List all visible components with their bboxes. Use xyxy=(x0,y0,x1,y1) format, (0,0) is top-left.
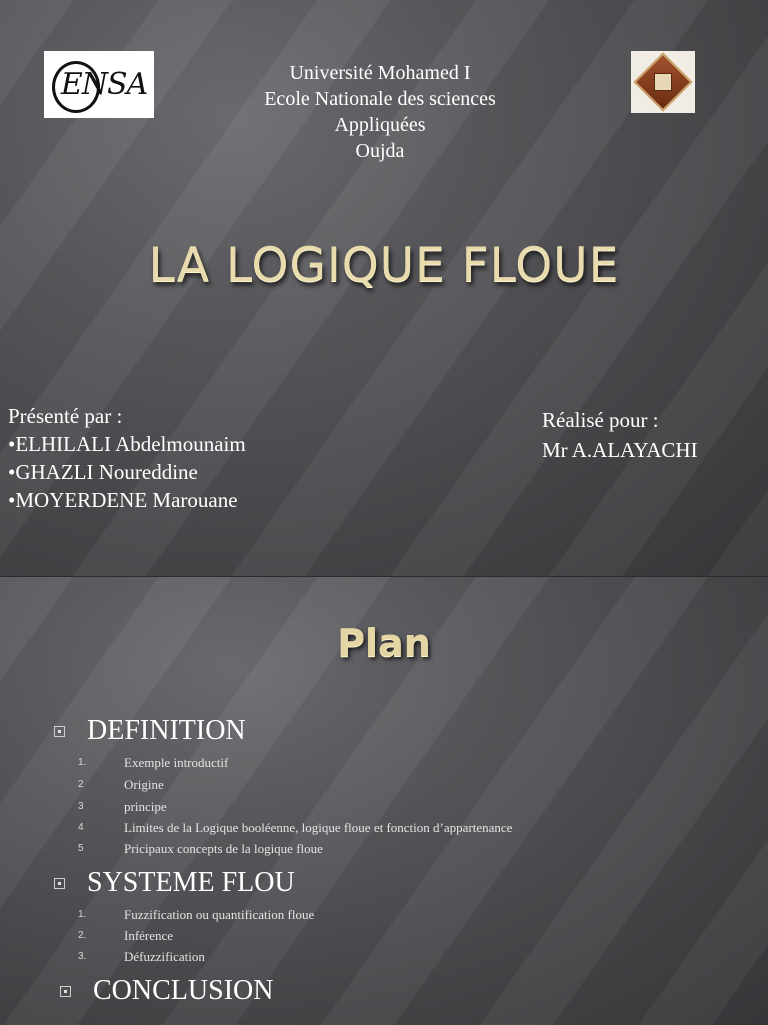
presenter-name: •MOYERDENE Marouane xyxy=(8,488,238,512)
list-item: 2. Inférence xyxy=(78,928,174,943)
list-item: 2 Origine xyxy=(78,777,164,792)
presenters-heading: Présenté par : xyxy=(8,404,123,428)
list-item: 3 principe xyxy=(78,799,167,814)
presentation-title: LA LOGIQUE FLOUE xyxy=(148,238,620,293)
section-label: CONCLUSION xyxy=(93,975,274,1006)
plan-title: Plan xyxy=(337,621,431,665)
header-line-school: Ecole Nationale des sciences xyxy=(264,88,496,110)
checkbox-bullet-icon xyxy=(54,726,65,737)
checkbox-bullet-icon xyxy=(54,878,65,889)
university-emblem-icon xyxy=(631,51,695,113)
ensa-logo xyxy=(44,51,154,118)
checkbox-bullet-icon xyxy=(60,986,71,997)
ensa-logo-text: ENSA xyxy=(60,67,148,102)
supervisor-name: Mr A.ALAYACHI xyxy=(542,438,698,462)
supervisor-heading: Réalisé pour : xyxy=(542,408,659,432)
section-conclusion xyxy=(60,975,273,1007)
list-item: 4 Limites de la Logique booléenne, logique floue et fonction d’appartenance xyxy=(78,820,513,835)
plan-slide xyxy=(0,576,768,1025)
list-item: 3. Défuzzification xyxy=(78,949,205,964)
presenter-name: •ELHILALI Abdelmounaim xyxy=(8,432,246,456)
presenters-block xyxy=(8,402,246,514)
section-label: SYSTEME FLOU xyxy=(87,867,295,898)
university-header xyxy=(180,60,580,164)
list-item: 1. Fuzzification ou quantification floue xyxy=(78,907,315,922)
header-line-university: Université Mohamed I xyxy=(289,62,471,84)
list-item: 1. Exemple introductif xyxy=(78,755,229,770)
presenter-name: •GHAZLI Noureddine xyxy=(8,460,198,484)
list-item: 5 Pricipaux concepts de la logique floue xyxy=(78,841,323,856)
supervisor-block xyxy=(542,405,698,465)
section-definition xyxy=(54,715,246,747)
header-line-appliquees: Appliquées xyxy=(334,114,426,136)
section-label: DEFINITION xyxy=(87,715,246,746)
section-systeme-flou xyxy=(54,867,295,899)
header-line-city: Oujda xyxy=(355,140,405,162)
